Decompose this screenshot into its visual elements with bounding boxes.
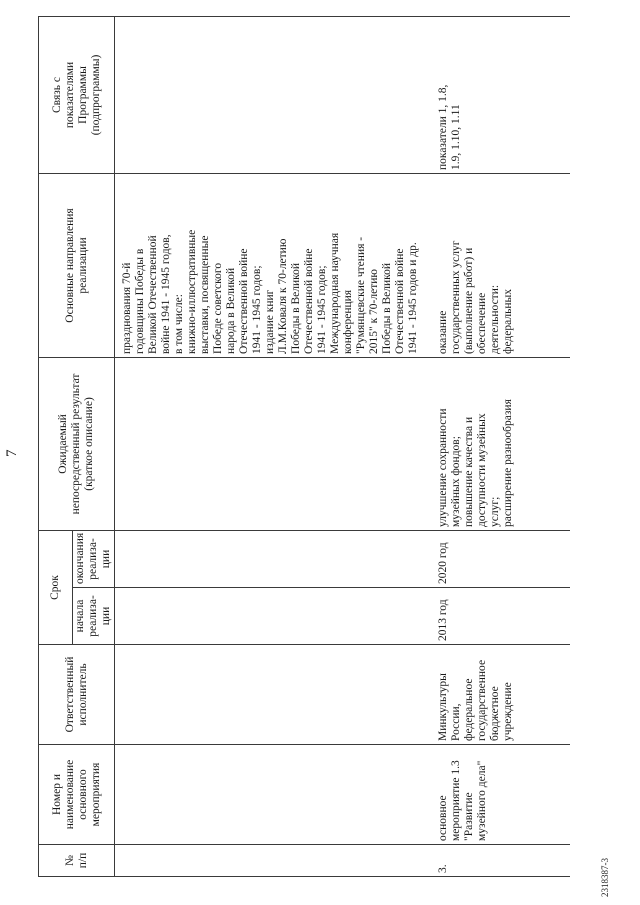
cell-expected-result	[115, 357, 424, 530]
cell-num: 3.	[423, 845, 570, 877]
cell-start	[115, 588, 424, 645]
cell-num	[115, 845, 424, 877]
cell-indicator-link: показатели 1, 1.8, 1.9, 1.10, 1.11	[423, 16, 570, 173]
cell-measure: основное мероприятие 1.3 "Развитие музейного дела"	[423, 745, 570, 845]
header-indicator-link: Связь с показателями Программы (подпрограммы)	[39, 16, 115, 173]
header-executor: Ответственный исполнитель	[39, 645, 115, 745]
cell-indicator-link	[115, 16, 424, 173]
cell-expected-result: улучшение сохранности музейных фондов; повышение качества и доступности музейных услуг; расширение разнообразия	[423, 357, 570, 530]
table-row-measure-1-3	[423, 16, 570, 876]
cell-end: 2020 год	[423, 530, 570, 587]
cell-end	[115, 530, 424, 587]
cell-executor	[115, 645, 424, 745]
header-expected-result: Ожидаемый непосредственный результат (краткое описание)	[39, 357, 115, 530]
cell-directions: оказание государственных услуг (выполнение работ) и обеспечение деятельности: федеральных	[423, 173, 570, 357]
table-row-continuation	[115, 16, 424, 876]
header-directions: Основные направления реализации	[39, 173, 115, 357]
cell-executor: Минкультуры России, федеральное государственное бюджетное учреждение	[423, 645, 570, 745]
header-term-end: окончания реализа- ции	[73, 530, 115, 587]
header-term: Срок	[39, 530, 73, 644]
page-number: 7	[4, 449, 20, 457]
program-measures-table	[38, 16, 570, 877]
cell-start: 2013 год	[423, 588, 570, 645]
cell-measure	[115, 745, 424, 845]
header-num: № п/п	[39, 845, 115, 877]
document-code: 2318387-3	[600, 858, 610, 897]
header-measure: Номер и наименование основного мероприятия	[39, 745, 115, 845]
header-term-start: начала реализа- ции	[73, 588, 115, 645]
cell-directions: празднования 70-й годовщины Победы в Великой Отечественной войне 1941 - 1945 годов, в том числе: книжно-иллюстративные выставки, посвященные Победе советского народа в Великой Отечественной войне 1941 - 1945 годов; издание книг Л.М.Коваля к 70-летию Победы в Великой Отечественной войне 1941 - 1945 годов; Международная научная конференция "Румянцевские чтения - 2015" к 70-летию Победы в Великой Отечественной войне 1941 - 1945 годов и др.	[115, 173, 424, 357]
